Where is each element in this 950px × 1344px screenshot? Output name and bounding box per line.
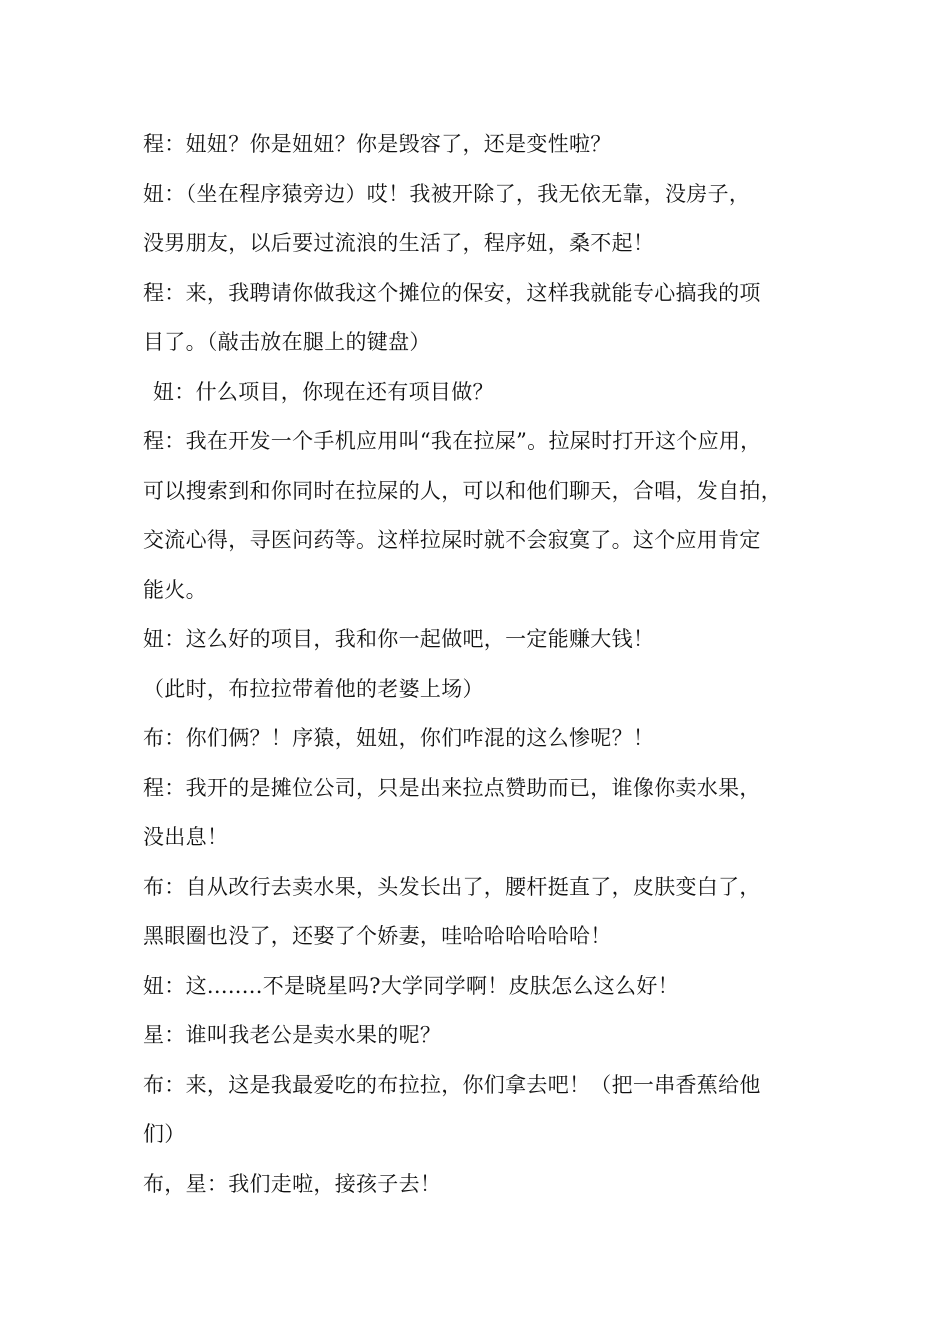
- text-line: 妞：这么好的项目，我和你一起做吧，一定能赚大钱！: [143, 627, 655, 651]
- text-line: 妞：什么项目，你现在还有项目做？: [153, 379, 494, 404]
- text-line: 程：我在开发一个手机应用叫“我在拉屎”。拉屎时打开这个应用，: [143, 429, 762, 453]
- text-line: 程：来，我聘请你做我这个摊位的保安，这样我就能专心搞我的项: [143, 280, 761, 305]
- text-line: 妞：这........不是晓星吗?大学同学啊！皮肤怎么这么好！: [143, 973, 679, 998]
- text-line: 星：谁叫我老公是卖水果的呢？: [143, 1023, 442, 1047]
- text-line: 能火。: [143, 577, 207, 602]
- text-line: 程：妞妞？你是妞妞？你是毁容了，还是变性啦？: [143, 132, 612, 156]
- text-line: 们）: [143, 1122, 186, 1146]
- text-line: 布：你们俩？！序猿，妞妞，你们咋混的这么惨呢？！: [143, 726, 655, 750]
- text-line: 程：我开的是摊位公司，只是出来拉点赞助而已，谁像你卖水果，: [143, 775, 761, 800]
- script-text: [143, 120, 823, 1209]
- text-line: 布：自从改行去卖水果，头发长出了，腰杆挺直了，皮肤变白了，: [143, 874, 761, 899]
- text-line: 黑眼圈也没了，还娶了个娇妻，哇哈哈哈哈哈哈！: [143, 924, 612, 948]
- text-line: 没男朋友，以后要过流浪的生活了，程序妞，桑不起！: [143, 231, 655, 255]
- text-line: 妞：（坐在程序猿旁边）哎！我被开除了，我无依无靠，没房子，: [143, 181, 751, 206]
- text-line: 目了。（敲击放在腿上的键盘）: [143, 330, 431, 354]
- text-line: 布，星：我们走啦，接孩子去！: [143, 1171, 442, 1196]
- stage-direction: （此时，布拉拉带着他的老婆上场）: [143, 676, 484, 701]
- text-line: 交流心得，寻医问药等。这样拉屎时就不会寂寞了。这个应用肯定: [143, 528, 761, 552]
- text-line: 布：来，这是我最爱吃的布拉拉，你们拿去吧！（把一串香蕉给他: [143, 1072, 761, 1097]
- text-line: 可以搜索到和你同时在拉屎的人，可以和他们聊天，合唱，发自拍，: [143, 478, 782, 503]
- text-line: 没出息！: [143, 825, 229, 849]
